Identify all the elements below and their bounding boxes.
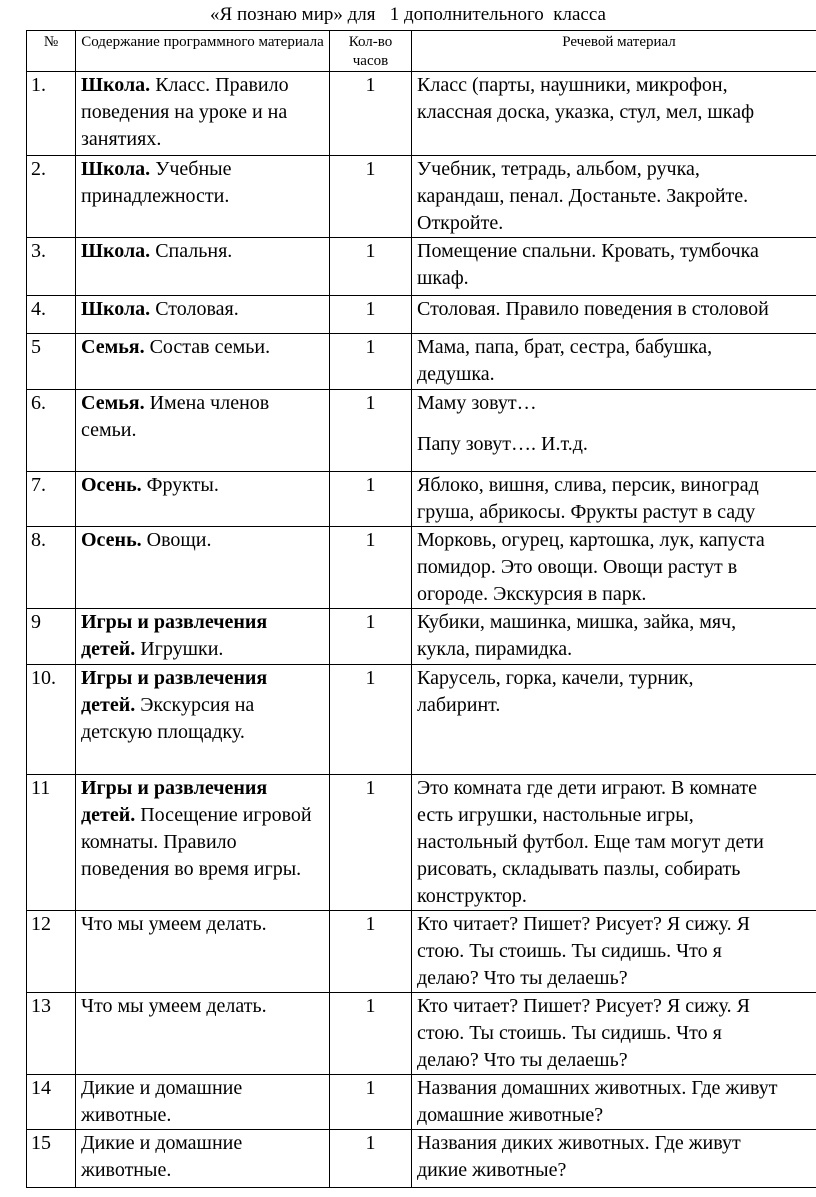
speech-line: Папу зовут…. И.т.д. xyxy=(417,433,588,455)
hours-count: 1 xyxy=(330,156,412,238)
speech-line: Класс (парты, наушники, микрофон, xyxy=(417,74,728,96)
hours-count: 1 xyxy=(330,609,412,665)
program-content xyxy=(76,472,330,527)
hours-count: 1 xyxy=(330,527,412,609)
speech-material xyxy=(412,156,816,238)
speech-line: стою. Ты стоишь. Ты сидишь. Что я xyxy=(417,1022,722,1044)
content-text: Дикие и домашние животные. xyxy=(81,1132,243,1181)
row-number: 4. xyxy=(27,296,76,334)
speech-line: карандаш, пенал. Достаньте. Закройте. xyxy=(417,185,749,207)
speech-line: Яблоко, вишня, слива, персик, виноград xyxy=(417,474,759,496)
topic-label: Семья. xyxy=(81,392,145,414)
speech-material xyxy=(412,296,816,334)
table-row xyxy=(27,665,816,775)
table-row xyxy=(27,334,816,390)
hours-count: 1 xyxy=(330,238,412,296)
speech-line: шкаф. xyxy=(417,267,469,289)
speech-line: Маму зовут… xyxy=(417,392,537,414)
content-text: Класс. xyxy=(155,74,211,96)
row-number: 8. xyxy=(27,527,76,609)
speech-material xyxy=(412,72,816,156)
speech-material xyxy=(412,238,816,296)
program-content xyxy=(76,72,330,156)
topic-label: Игры и развлечения детей. xyxy=(81,667,268,716)
speech-line: Названия диких животных. Где живут xyxy=(417,1132,741,1154)
topic-label: Школа. xyxy=(81,298,151,320)
program-content xyxy=(76,1075,330,1130)
program-content xyxy=(76,665,330,775)
table-row xyxy=(27,527,816,609)
header-content: Содержание программного материала xyxy=(76,31,330,72)
program-content xyxy=(76,390,330,472)
table-row xyxy=(27,72,816,156)
content-text: Игрушки. xyxy=(140,638,224,660)
program-content xyxy=(76,911,330,993)
speech-line: классная доска, указка, стул, мел, шкаф xyxy=(417,101,755,123)
hours-count: 1 xyxy=(330,1130,412,1188)
speech-line: делаю? Что ты делаешь? xyxy=(417,1049,628,1071)
row-number: 5 xyxy=(27,334,76,390)
topic-label: Школа. xyxy=(81,240,151,262)
speech-line: огороде. Экскурсия в парк. xyxy=(417,583,647,605)
program-content xyxy=(76,993,330,1075)
table-row xyxy=(27,1130,816,1188)
speech-material xyxy=(412,775,816,911)
speech-material xyxy=(412,911,816,993)
header-hours: Кол-во часов xyxy=(330,31,412,72)
content-text: Что мы умеем делать. xyxy=(81,913,267,935)
speech-material xyxy=(412,472,816,527)
speech-line: домашние животные? xyxy=(417,1104,604,1126)
program-content xyxy=(76,296,330,334)
speech-line: Названия домашних животных. Где живут xyxy=(417,1077,778,1099)
table-row xyxy=(27,1075,816,1130)
content-text: Посещение игровой комнаты. xyxy=(81,804,312,853)
row-number: 11 xyxy=(27,775,76,911)
row-number: 9 xyxy=(27,609,76,665)
hours-count: 1 xyxy=(330,993,412,1075)
program-content xyxy=(76,775,330,911)
hours-count: 1 xyxy=(330,72,412,156)
row-number: 6. xyxy=(27,390,76,472)
hours-count: 1 xyxy=(330,1075,412,1130)
hours-count: 1 xyxy=(330,390,412,472)
row-number: 12 xyxy=(27,911,76,993)
row-number: 14 xyxy=(27,1075,76,1130)
content-text: Дикие и домашние животные. xyxy=(81,1077,243,1126)
row-number: 2. xyxy=(27,156,76,238)
hours-count: 1 xyxy=(330,296,412,334)
hours-count: 1 xyxy=(330,472,412,527)
topic-label: Игры и развлечения детей. xyxy=(81,777,268,826)
speech-line: Столовая. Правило поведения в столовой xyxy=(417,298,769,320)
speech-material xyxy=(412,993,816,1075)
row-number: 15 xyxy=(27,1130,76,1188)
content-text: Правило поведения на уроке и на занятиях. xyxy=(81,74,289,150)
content-text: Состав семьи. xyxy=(149,336,271,358)
speech-line: настольный футбол. Еще там могут дети xyxy=(417,831,764,853)
speech-line: есть игрушки, настольные игры, xyxy=(417,804,694,826)
hours-count: 1 xyxy=(330,911,412,993)
line-gap xyxy=(417,417,816,431)
speech-material xyxy=(412,665,816,775)
speech-material xyxy=(412,334,816,390)
row-number: 10. xyxy=(27,665,76,775)
topic-label: Школа. xyxy=(81,158,151,180)
content-text: Правило поведения во время игры. xyxy=(81,831,302,880)
hours-count: 1 xyxy=(330,665,412,775)
header-speech: Речевой материал xyxy=(412,31,816,72)
program-content xyxy=(76,156,330,238)
table-row xyxy=(27,390,816,472)
topic-label: Осень. xyxy=(81,529,142,551)
content-text: Учебные принадлежности. xyxy=(81,158,232,207)
speech-material xyxy=(412,527,816,609)
speech-line: делаю? Что ты делаешь? xyxy=(417,967,628,989)
row-number: 13 xyxy=(27,993,76,1075)
speech-line: Это комната где дети играют. В комнате xyxy=(417,777,758,799)
table-row xyxy=(27,472,816,527)
speech-material xyxy=(412,390,816,472)
content-text: Столовая. xyxy=(155,298,239,320)
speech-line: груша, абрикосы. Фрукты растут в саду xyxy=(417,501,756,523)
speech-line: Кто читает? Пишет? Рисует? Я сижу. Я xyxy=(417,995,750,1017)
program-content xyxy=(76,1130,330,1188)
program-content xyxy=(76,527,330,609)
content-text: Овощи. xyxy=(146,529,212,551)
table-row xyxy=(27,609,816,665)
speech-line: стою. Ты стоишь. Ты сидишь. Что я xyxy=(417,940,722,962)
speech-line: конструктор. xyxy=(417,885,527,907)
table-row xyxy=(27,911,816,993)
content-text: Спальня. xyxy=(155,240,233,262)
hours-count: 1 xyxy=(330,775,412,911)
row-number: 7. xyxy=(27,472,76,527)
table-row xyxy=(27,775,816,911)
row-number: 3. xyxy=(27,238,76,296)
speech-line: рисовать, складывать пазлы, собирать xyxy=(417,858,741,880)
header-row xyxy=(27,31,816,72)
speech-material xyxy=(412,1075,816,1130)
speech-line: Мама, папа, брат, сестра, бабушка, xyxy=(417,336,713,358)
row-number: 1. xyxy=(27,72,76,156)
document-title: «Я познаю мир» для 1 дополнительного класса xyxy=(210,4,606,25)
speech-line: Карусель, горка, качели, турник, xyxy=(417,667,694,689)
topic-label: Семья. xyxy=(81,336,145,358)
speech-line: Морковь, огурец, картошка, лук, капуста xyxy=(417,529,765,551)
content-text: Что мы умеем делать. xyxy=(81,995,267,1017)
table-row xyxy=(27,156,816,238)
speech-line: Кто читает? Пишет? Рисует? Я сижу. Я xyxy=(417,913,750,935)
table-row xyxy=(27,296,816,334)
speech-line: кукла, пирамидка. xyxy=(417,638,573,660)
table-row xyxy=(27,993,816,1075)
speech-line: дедушка. xyxy=(417,363,495,385)
speech-line: Откройте. xyxy=(417,212,504,234)
speech-material xyxy=(412,609,816,665)
topic-label: Игры и развлечения детей. xyxy=(81,611,268,660)
speech-line: Кубики, машинка, мишка, зайка, мяч, xyxy=(417,611,737,633)
header-num: № xyxy=(27,31,76,72)
content-text: Имена членов семьи. xyxy=(81,392,270,441)
table-row xyxy=(27,238,816,296)
program-content xyxy=(76,238,330,296)
program-content xyxy=(76,609,330,665)
speech-material xyxy=(412,1130,816,1188)
speech-line: дикие животные? xyxy=(417,1159,567,1181)
topic-label: Школа. xyxy=(81,74,151,96)
speech-line: Учебник, тетрадь, альбом, ручка, xyxy=(417,158,700,180)
speech-line: помидор. Это овощи. Овощи растут в xyxy=(417,556,738,578)
speech-line: лабиринт. xyxy=(417,694,501,716)
content-text: Экскурсия на детскую площадку. xyxy=(81,694,255,743)
hours-count: 1 xyxy=(330,334,412,390)
content-text: Фрукты. xyxy=(146,474,219,496)
topic-label: Осень. xyxy=(81,474,142,496)
curriculum-table xyxy=(26,30,816,1188)
program-content xyxy=(76,334,330,390)
speech-line: Помещение спальни. Кровать, тумбочка xyxy=(417,240,759,262)
